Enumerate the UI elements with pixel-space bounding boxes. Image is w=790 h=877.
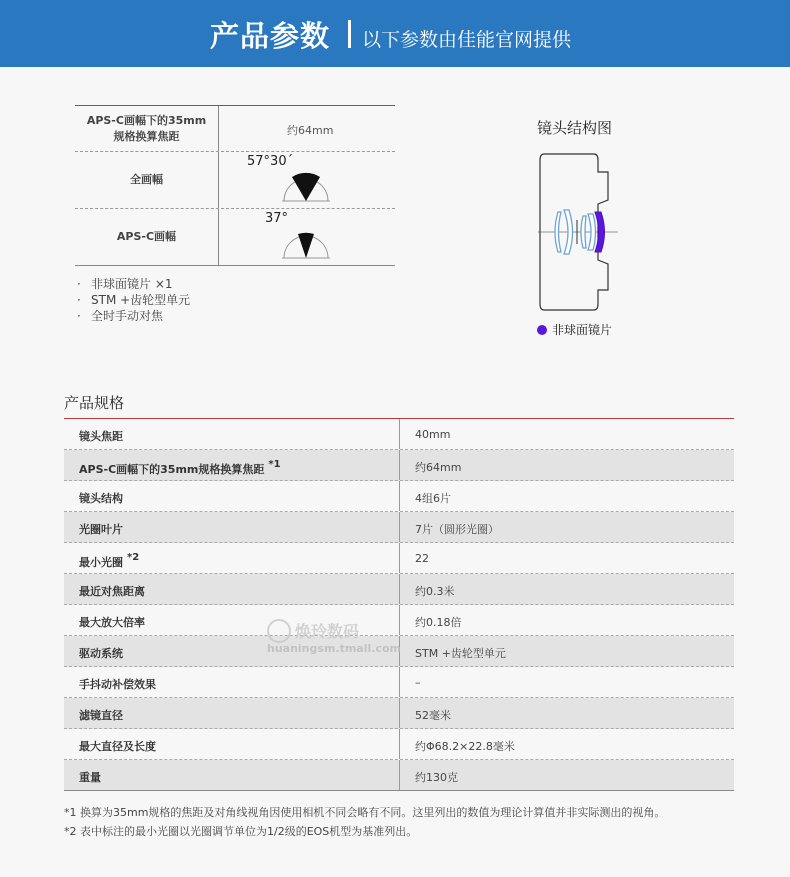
spec-label-text: 手抖动补偿效果 <box>79 678 156 691</box>
footnote-marker: *2 <box>127 552 140 563</box>
angle-row <box>75 152 395 209</box>
spec-value: 约0.3米 <box>415 585 455 598</box>
spec-label <box>79 428 123 444</box>
spec-row <box>64 450 734 481</box>
spec-row <box>64 698 734 729</box>
column-divider <box>399 481 400 511</box>
spec-label-text: 重量 <box>79 771 101 784</box>
spec-row <box>64 419 734 450</box>
lens-diagram-title: 镜头结构图 <box>537 119 613 137</box>
spec-row <box>64 574 734 605</box>
feature-list <box>77 276 190 324</box>
spec-row <box>64 543 734 574</box>
column-divider <box>218 209 219 265</box>
spec-label <box>79 552 139 570</box>
spec-value: 22 <box>415 552 429 565</box>
spec-value: – <box>415 676 421 689</box>
spec-label <box>79 738 156 754</box>
angle-row-label: 全画幅 <box>130 173 163 186</box>
spec-label-text: 镜头结构 <box>79 492 123 505</box>
angle-degree-value: 57°30´ <box>247 154 294 169</box>
spec-row <box>64 512 734 543</box>
full-frame-angle-icon <box>280 167 332 203</box>
spec-label-text: 滤镜直径 <box>79 709 123 722</box>
diagram-legend <box>537 321 612 338</box>
column-divider <box>399 512 400 542</box>
spec-row <box>64 667 734 698</box>
spec-value: 4组6片 <box>415 492 451 505</box>
footnotes <box>64 803 665 841</box>
column-divider <box>399 543 400 573</box>
header-divider <box>348 20 351 48</box>
watermark-logo-icon <box>267 619 291 643</box>
spec-value: 约Φ68.2×22.8毫米 <box>415 740 515 753</box>
spec-value: 52毫米 <box>415 709 451 722</box>
feature-item: · STM +齿轮型单元 <box>77 292 190 308</box>
footnote: *2 表中标注的最小光圈以光圈调节单位为1/2级的EOS机型为基准列出。 <box>64 825 418 838</box>
spec-label <box>79 583 145 599</box>
spec-value: STM +齿轮型单元 <box>415 647 506 660</box>
spec-section-title: 产品规格 <box>64 394 125 412</box>
column-divider <box>399 450 400 480</box>
column-divider <box>218 106 219 151</box>
spec-label-text: 镜头焦距 <box>79 430 123 443</box>
spec-label-text: 最大放大倍率 <box>79 616 145 629</box>
spec-row <box>64 760 734 791</box>
spec-row <box>64 605 734 636</box>
spec-label-text: APS-C画幅下的35mm规格换算焦距 <box>79 463 265 476</box>
spec-label <box>79 676 156 692</box>
feature-item: · 非球面镜片 ×1 <box>77 276 190 292</box>
footnote: *1 换算为35mm规格的焦距及对角线视角因使用相机不同会略有不同。这里列出的数值为理论计算值并非实际测出的视角。 <box>64 806 666 819</box>
angle-of-view-table <box>75 105 395 266</box>
angle-row-label-text: APS-C画幅下的35mm 规格换算焦距 <box>86 113 207 143</box>
aspherical-dot-icon <box>537 325 547 335</box>
watermark <box>267 617 401 657</box>
spec-label <box>79 707 123 723</box>
angle-row-value: 约64mm <box>287 124 334 137</box>
header-subtitle: 以下参数由佳能官网提供 <box>362 29 572 51</box>
spec-value: 约130克 <box>415 771 458 784</box>
watermark-text: 焕玲数码 <box>295 622 360 641</box>
column-divider <box>399 667 400 697</box>
column-divider <box>399 605 400 635</box>
column-divider <box>218 152 219 208</box>
spec-label-text: 最大直径及长度 <box>79 740 156 753</box>
page-header <box>0 0 790 67</box>
spec-row <box>64 729 734 760</box>
angle-degree-value: 37° <box>265 211 289 226</box>
header-title: 产品参数 <box>210 19 331 53</box>
spec-label <box>79 769 101 785</box>
spec-label <box>79 614 145 630</box>
aps-c-angle-icon <box>280 224 332 260</box>
spec-value: 40mm <box>415 428 451 441</box>
spec-label <box>79 645 123 661</box>
watermark-url: huaningsm.tmall.com <box>267 642 401 655</box>
spec-value: 约64mm <box>415 461 462 474</box>
feature-item: · 全时手动对焦 <box>77 308 190 324</box>
column-divider <box>399 419 400 449</box>
spec-label <box>79 521 123 537</box>
spec-label <box>79 490 123 506</box>
spec-row <box>64 481 734 512</box>
spec-value: 约0.18倍 <box>415 616 462 629</box>
column-divider <box>399 729 400 759</box>
angle-row <box>75 106 395 152</box>
column-divider <box>399 574 400 604</box>
spec-table <box>64 418 734 791</box>
legend-label: 非球面镜片 <box>552 323 613 337</box>
spec-value: 7片（圆形光圈） <box>415 523 499 536</box>
angle-row-label: APS-C画幅 <box>116 230 177 243</box>
lens-structure-diagram <box>538 150 628 315</box>
footnote-marker: *1 <box>268 459 281 470</box>
column-divider <box>399 760 400 790</box>
angle-row <box>75 209 395 266</box>
spec-label-text: 最近对焦距离 <box>79 585 145 598</box>
spec-label-text: 最小光圈 <box>79 556 123 569</box>
column-divider <box>399 698 400 728</box>
spec-label <box>79 459 281 477</box>
angle-row-label <box>75 106 218 151</box>
spec-label-text: 驱动系统 <box>79 647 123 660</box>
spec-label-text: 光圈叶片 <box>79 523 123 536</box>
